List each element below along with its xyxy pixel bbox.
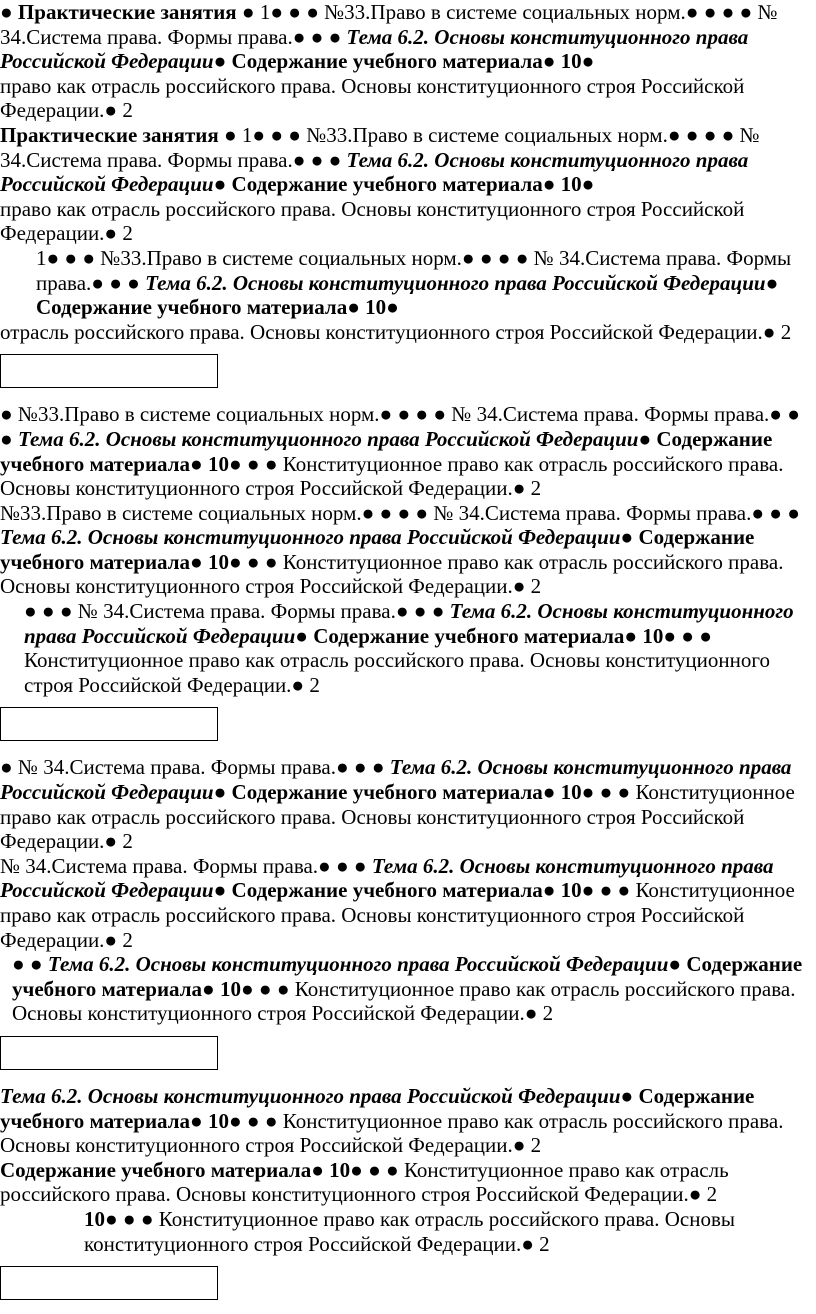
topic-heading-run: Тема 6.2. Основы конституционного права Российской Федерации [0, 755, 792, 805]
text-run: ● 1● ● ● №33.Право в системе социальных норм.● ● ● ● № 34.Система права. Формы права.● ● ● [0, 0, 778, 49]
text-paragraph [0, 1158, 810, 1207]
empty-table-cell-box [0, 354, 218, 388]
text-run: ● №33.Право в системе социальных норм.● ● ● ● № 34.Система права. Формы права.● ● ● [0, 402, 800, 451]
text-run: ● ● ● № 34.Система права. Формы права.● ● ● [24, 599, 450, 624]
text-run: 1● ● ● №33.Право в системе социальных норм.● ● ● ● № 34.Система права. Формы права.● ● ● [36, 245, 792, 295]
text-paragraph [0, 246, 810, 320]
topic-heading-run: Тема 6.2. Основы конституционного права Российской Федерации [0, 853, 774, 903]
text-paragraph [0, 952, 810, 1026]
text-paragraph [0, 501, 810, 599]
bold-text-run: ● Содержание учебного материала● 10 [12, 952, 803, 1001]
text-run: право как отрасль российского права. Основы конституционного строя Российской Федерации.● 2 [0, 73, 745, 123]
bold-text-run: ● Содержание учебного материала● 10 [0, 525, 755, 574]
empty-table-cell-box [0, 707, 218, 741]
topic-heading-run: Тема 6.2. Основы конституционного права Российской Федерации [145, 270, 766, 295]
text-paragraph [0, 0, 810, 74]
topic-heading-run: Тема 6.2. Основы конституционного права Российской Федерации [24, 599, 794, 648]
bold-text-run: ● Содержание учебного материала● 10 [0, 426, 773, 476]
text-run: отрасль российского права. Основы конституционного строя Российской Федерации.● 2 [0, 319, 792, 344]
text-run: ● 1● ● ● №33.Право в системе социальных норм.● ● ● ● № 34.Система права. Формы права.● ● ● [0, 122, 760, 172]
text-run: ● ● [12, 952, 48, 977]
text-run: ● ● ● Конституционное право как отрасль российского права. Основы конституционного строя Российской Федерации.● 2 [24, 623, 770, 697]
bold-text-run: ● Содержание учебного материала● 10 [213, 878, 582, 903]
text-run: ● ● ● Конституционное право как отрасль российского права. Основы конституционного строя Российской Федерации.● 2 [0, 1157, 729, 1207]
text-run: ● ● ● Конституционное право как отрасль российского права. Основы конституционного строя Российской Федерации.● 2 [0, 1108, 784, 1158]
bold-text-run: ● Содержание учебного материала● 10● [213, 172, 595, 197]
bold-text-run: Содержание учебного материала● 10 [0, 1157, 351, 1182]
bold-text-run: Практические занятия [0, 122, 224, 147]
empty-table-cell-box [0, 1036, 218, 1070]
text-paragraph [0, 402, 810, 500]
text-paragraph [0, 74, 810, 123]
text-run: ● ● ● Конституционное право как отрасль российского права. Основы конституционного строя Российской Федерации.● 2 [12, 976, 796, 1026]
bold-text-run: ● Содержание учебного материала● 10 [295, 623, 664, 648]
text-run: ● ● ● Конституционное право как отрасль российского права. Основы конституционного строя Российской Федерации.● 2 [0, 878, 795, 952]
bold-text-run: 10 [84, 1206, 105, 1231]
topic-heading-run: Тема 6.2. Основы конституционного права Российской Федерации [47, 952, 669, 977]
text-paragraph [0, 320, 810, 345]
bold-text-run: ● Содержание учебного материала● 10 [0, 1083, 755, 1133]
text-run: №33.Право в системе социальных норм.● ● ● ● № 34.Система права. Формы права.● ● ● [0, 500, 800, 525]
text-paragraph [0, 755, 810, 853]
topic-heading-run: Тема 6.2. Основы конституционного права Российской Федерации [17, 426, 639, 451]
bold-text-run: ● Содержание учебного материала● 10 [213, 780, 582, 805]
text-run: ● ● ● Конституционное право как отрасль российского права. Основы конституционного строя Российской Федерации.● 2 [0, 780, 795, 854]
topic-heading-run: Тема 6.2. Основы конституционного права Российской Федерации [0, 525, 621, 550]
text-run: ● ● ● Конституционное право как отрасль российского права. Основы конституционного строя Российской Федерации.● 2 [0, 451, 784, 501]
text-paragraph [0, 854, 810, 952]
text-run: право как отрасль российского права. Основы конституционного строя Российской Федерации.● 2 [0, 196, 745, 246]
text-run: ● ● ● Конституционное право как отрасль российского права. Основы конституционного строя Российской Федерации.● 2 [0, 549, 784, 599]
text-paragraph [0, 123, 810, 197]
empty-table-cell-box [0, 1266, 218, 1300]
bold-text-run: ● Практические занятия [0, 0, 242, 24]
text-run: № 34.Система права. Формы права.● ● ● [0, 853, 372, 878]
text-paragraph [0, 197, 810, 246]
bold-text-run: ● Содержание учебного материала● 10● [36, 270, 779, 320]
topic-heading-run: Тема 6.2. Основы конституционного права Российской Федерации [0, 24, 749, 74]
text-run: ● № 34.Система права. Формы права.● ● ● [0, 755, 390, 780]
topic-heading-run: Тема 6.2. Основы конституционного права Российской Федерации [0, 147, 749, 197]
text-paragraph [0, 1084, 810, 1158]
text-paragraph [0, 599, 810, 697]
text-run: ● ● ● Конституционное право как отрасль российского права. Основы конституционного строя Российской Федерации.● 2 [84, 1206, 735, 1256]
topic-heading-run: Тема 6.2. Основы конституционного права Российской Федерации [0, 1083, 621, 1108]
bold-text-run: ● Содержание учебного материала● 10● [213, 49, 595, 74]
